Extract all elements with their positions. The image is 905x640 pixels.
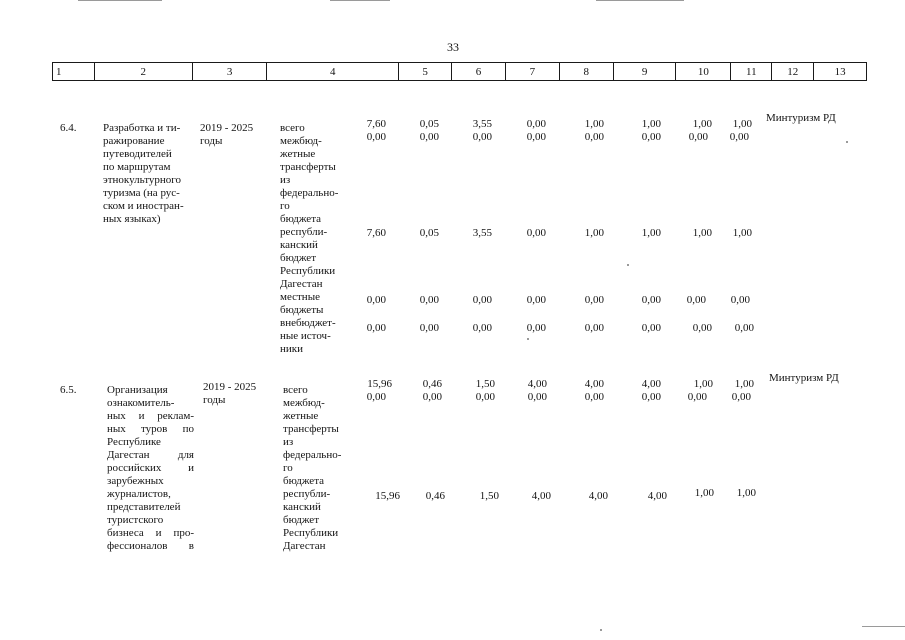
value-cell: 1,00	[736, 487, 756, 499]
value-cell: 4,00	[527, 378, 547, 390]
value-cell: 0,00	[366, 131, 386, 143]
description-line: представителей	[107, 501, 181, 513]
source-line: ники	[280, 343, 304, 355]
value-cell: 15,96	[367, 378, 392, 390]
description-line: ском и иностран-	[103, 200, 184, 212]
value-cell: 0,00	[472, 322, 492, 334]
value-cell: 4,00	[647, 490, 667, 502]
source-line: жетные	[283, 410, 319, 422]
source-line: ные источ-	[280, 330, 331, 342]
source-line: жетные	[280, 148, 316, 160]
value-cell: 1,00	[732, 118, 752, 130]
source-line: трансферты	[280, 161, 336, 173]
value-cell: 0,00	[526, 118, 546, 130]
row-number: 6.5.	[60, 384, 77, 396]
value-cell: 0,00	[366, 391, 386, 403]
value-cell: 1,00	[692, 118, 712, 130]
value-cell: 0,00	[641, 322, 661, 334]
source-line: из	[283, 436, 294, 448]
value-cell: 0,46	[425, 490, 445, 502]
period-line: годы	[203, 394, 226, 406]
description-line: ных и реклам-	[107, 410, 194, 422]
description-line: журналистов,	[107, 488, 171, 500]
value-cell: 3,55	[472, 118, 492, 130]
value-cell: 0,00	[419, 294, 439, 306]
value-cell: 0,00	[688, 131, 708, 143]
description-line: по маршрутам	[103, 161, 171, 173]
value-cell: 1,00	[693, 378, 713, 390]
source-line: канский	[283, 501, 321, 513]
value-cell: 0,00	[366, 294, 386, 306]
header-col-3: 3	[193, 63, 268, 80]
description-line: Дагестан для	[107, 449, 194, 461]
value-cell: 0,00	[526, 131, 546, 143]
period-line: годы	[200, 135, 223, 147]
value-cell: 0,00	[729, 131, 749, 143]
value-cell: 0,00	[641, 294, 661, 306]
description-line: ражирование	[103, 135, 165, 147]
description-line: этнокультурного	[103, 174, 181, 186]
value-cell: 0,00	[641, 131, 661, 143]
value-cell: 0,00	[641, 391, 661, 403]
row-funding-sources	[280, 122, 338, 356]
value-cell: 0,00	[526, 294, 546, 306]
description-line: ных языках)	[103, 213, 161, 225]
value-cell: 1,00	[584, 227, 604, 239]
value-cell: 0,00	[686, 294, 706, 306]
value-cell: 4,00	[531, 490, 551, 502]
value-cell: 1,50	[475, 378, 495, 390]
header-col-6: 6	[452, 63, 506, 80]
source-line: бюджета	[280, 213, 322, 225]
source-line: бюджет	[280, 252, 316, 264]
value-cell: 1,00	[732, 227, 752, 239]
table-header	[52, 62, 867, 81]
description-line: Организация	[107, 384, 168, 396]
value-cell: 0,00	[366, 322, 386, 334]
source-line: внебюджет-	[280, 317, 336, 329]
scan-mark	[846, 141, 848, 143]
row-description	[107, 384, 194, 553]
description-line: российских и	[107, 462, 194, 474]
value-cell: 1,00	[641, 227, 661, 239]
source-line: федерально-	[280, 187, 339, 199]
row-number: 6.4.	[60, 122, 77, 134]
value-cell: 1,50	[479, 490, 499, 502]
value-cell: 0,00	[730, 294, 750, 306]
value-cell: 0,00	[526, 322, 546, 334]
value-cell: 0,00	[475, 391, 495, 403]
page-number: 33	[447, 40, 459, 54]
value-cell: 0,00	[422, 391, 442, 403]
row-executor: Минтуризм РД	[766, 112, 836, 124]
source-line: го	[280, 200, 290, 212]
value-cell: 0,00	[472, 294, 492, 306]
value-cell: 7,60	[366, 227, 386, 239]
description-line: туристского	[107, 514, 164, 526]
row-period	[200, 122, 253, 148]
value-cell: 0,00	[687, 391, 707, 403]
value-cell: 0,46	[422, 378, 442, 390]
description-line: Разработка и ти-	[103, 122, 181, 134]
description-line: фессионалов в	[107, 540, 194, 552]
source-line: канский	[280, 239, 318, 251]
value-cell: 0,00	[527, 391, 547, 403]
description-line: ных туров по	[107, 423, 194, 435]
value-cell: 0,00	[734, 322, 754, 334]
value-cell: 15,96	[375, 490, 400, 502]
source-line: всего	[283, 384, 308, 396]
value-cell: 0,00	[526, 227, 546, 239]
value-cell: 0,05	[419, 118, 439, 130]
header-col-10: 10	[676, 63, 731, 80]
header-col-2: 2	[95, 63, 193, 80]
header-col-1: 1	[53, 63, 95, 80]
scan-mark	[600, 629, 602, 631]
value-cell: 0,00	[584, 131, 604, 143]
value-cell: 1,00	[584, 118, 604, 130]
value-cell: 0,00	[472, 131, 492, 143]
value-cell: 1,00	[641, 118, 661, 130]
source-line: го	[283, 462, 293, 474]
value-cell: 3,55	[472, 227, 492, 239]
header-col-4: 4	[267, 63, 399, 80]
description-line: Республике	[107, 436, 161, 448]
scan-mark	[862, 626, 905, 627]
value-cell: 0,00	[584, 391, 604, 403]
row-description	[103, 122, 184, 226]
scan-mark	[330, 0, 390, 1]
source-line: межбюд-	[283, 397, 325, 409]
source-line: всего	[280, 122, 305, 134]
period-line: 2019 - 2025	[203, 381, 257, 393]
row-funding-sources	[283, 384, 341, 553]
header-col-5: 5	[399, 63, 452, 80]
value-cell: 4,00	[641, 378, 661, 390]
header-col-11: 11	[731, 63, 772, 80]
value-cell: 1,00	[692, 227, 712, 239]
source-line: бюджеты	[280, 304, 324, 316]
header-col-9: 9	[614, 63, 677, 80]
row-executor: Минтуризм РД	[769, 372, 839, 384]
value-cell: 0,00	[419, 131, 439, 143]
value-cell: 4,00	[588, 490, 608, 502]
description-line: зарубежных	[107, 475, 164, 487]
header-col-13: 13	[834, 65, 846, 78]
value-cell: 0,00	[731, 391, 751, 403]
scan-mark	[527, 338, 529, 340]
value-cell: 4,00	[584, 378, 604, 390]
source-line: межбюд-	[280, 135, 322, 147]
value-cell: 0,00	[692, 322, 712, 334]
value-cell: 0,00	[419, 322, 439, 334]
header-col-12: 12	[772, 63, 814, 80]
source-line: федерально-	[283, 449, 342, 461]
header-col-8: 8	[560, 63, 614, 80]
header-col-7: 7	[506, 63, 560, 80]
source-line: республи-	[283, 488, 331, 500]
description-line: бизнеса и про-	[107, 527, 194, 539]
value-cell: 7,60	[366, 118, 386, 130]
description-line: путеводителей	[103, 148, 172, 160]
value-cell: 1,00	[694, 487, 714, 499]
source-line: бюджет	[283, 514, 319, 526]
value-cell: 1,00	[734, 378, 754, 390]
description-line: туризма (на рус-	[103, 187, 180, 199]
source-line: Дагестан	[280, 278, 323, 290]
source-line: бюджета	[283, 475, 325, 487]
source-line: Дагестан	[283, 540, 326, 552]
period-line: 2019 - 2025	[200, 122, 254, 134]
source-line: трансферты	[283, 423, 339, 435]
source-line: Республики	[283, 527, 339, 539]
scan-mark	[627, 264, 629, 266]
value-cell: 0,00	[584, 294, 604, 306]
scan-mark	[78, 0, 162, 1]
source-line: Республики	[280, 265, 336, 277]
description-line: ознакомитель-	[107, 397, 175, 409]
value-cell: 0,05	[419, 227, 439, 239]
scan-mark	[596, 0, 684, 1]
value-cell: 0,00	[584, 322, 604, 334]
source-line: местные	[280, 291, 320, 303]
source-line: республи-	[280, 226, 328, 238]
source-line: из	[280, 174, 291, 186]
row-period	[203, 381, 256, 407]
